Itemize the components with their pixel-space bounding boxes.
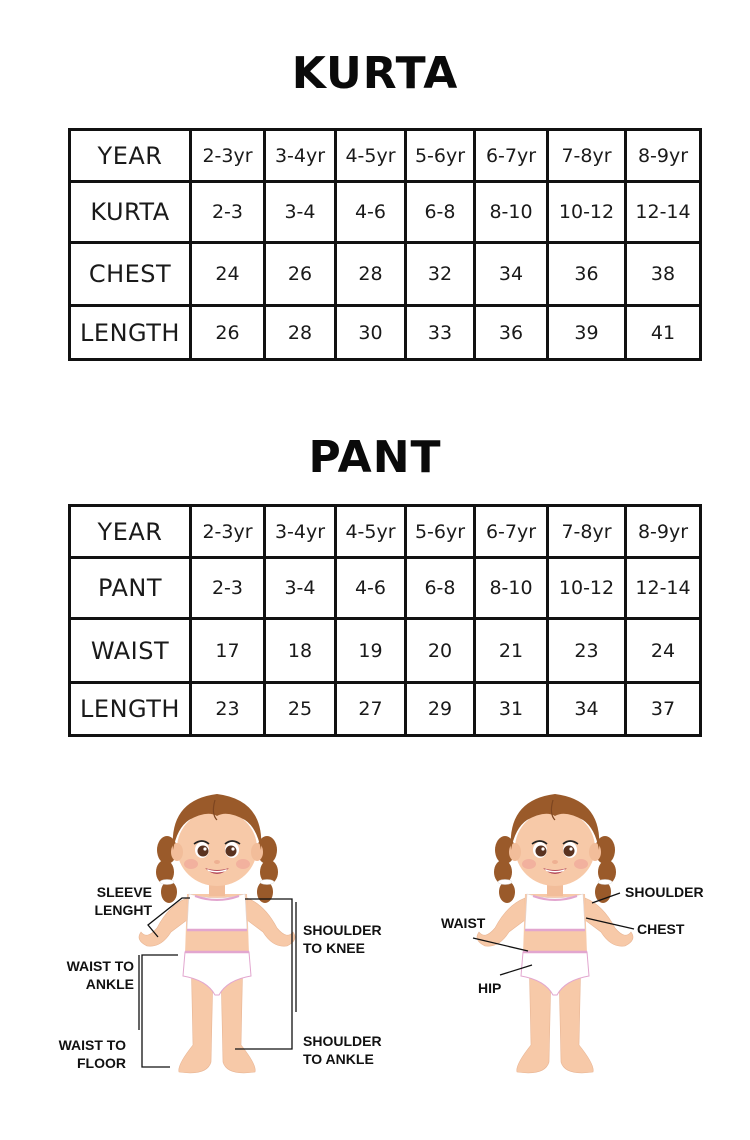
- table-cell: 3-4: [265, 558, 336, 619]
- table-cell: 10-12: [548, 182, 626, 243]
- table-cell: 36: [548, 243, 626, 306]
- row-label: KURTA: [70, 182, 191, 243]
- table-cell: 24: [191, 243, 265, 306]
- row-label: LENGTH: [70, 306, 191, 360]
- table-cell: 39: [548, 306, 626, 360]
- label-line: LENGHT: [94, 902, 152, 918]
- row-label: WAIST: [70, 619, 191, 683]
- label-line: WAIST TO: [58, 1037, 126, 1053]
- table-cell: 5-6yr: [406, 130, 475, 182]
- label-line: FLOOR: [77, 1055, 126, 1071]
- table-cell: 41: [626, 306, 701, 360]
- label-hip: HIP: [478, 980, 502, 996]
- row-label: YEAR: [70, 130, 191, 182]
- table-cell: 20: [406, 619, 475, 683]
- label-shoulder: SHOULDER: [625, 884, 704, 900]
- table-cell: 6-8: [406, 182, 475, 243]
- row-label: YEAR: [70, 506, 191, 558]
- row-label: LENGTH: [70, 683, 191, 736]
- table-cell: 33: [406, 306, 475, 360]
- table-cell: 4-6: [336, 558, 406, 619]
- table-cell: 5-6yr: [406, 506, 475, 558]
- row-label: CHEST: [70, 243, 191, 306]
- label-line: TO ANKLE: [303, 1051, 374, 1067]
- table-cell: 19: [336, 619, 406, 683]
- table-cell: 32: [406, 243, 475, 306]
- table-cell: 4-5yr: [336, 506, 406, 558]
- table-cell: 6-8: [406, 558, 475, 619]
- pant-title: PANT: [308, 432, 442, 483]
- label-shoulder-to-ankle: [303, 1032, 382, 1068]
- table-cell: 36: [475, 306, 548, 360]
- label-waist-to-ankle: [50, 957, 134, 993]
- table-cell: 18: [265, 619, 336, 683]
- table-cell: 27: [336, 683, 406, 736]
- table-cell: 30: [336, 306, 406, 360]
- label-sleeve-length: [80, 883, 152, 919]
- label-chest: CHEST: [637, 921, 685, 937]
- table-cell: 3-4yr: [265, 130, 336, 182]
- label-waist: WAIST: [441, 915, 486, 931]
- table-cell: 2-3: [191, 558, 265, 619]
- table-cell: 26: [191, 306, 265, 360]
- table-cell: 28: [336, 243, 406, 306]
- table-cell: 4-5yr: [336, 130, 406, 182]
- table-cell: 17: [191, 619, 265, 683]
- table-cell: 21: [475, 619, 548, 683]
- table-cell: 23: [191, 683, 265, 736]
- label-line: SHOULDER: [303, 1033, 382, 1049]
- table-cell: 6-7yr: [475, 130, 548, 182]
- girl-figure-right: [477, 794, 633, 1073]
- table-cell: 8-9yr: [626, 130, 701, 182]
- table-cell: 34: [548, 683, 626, 736]
- label-waist-to-floor: [40, 1036, 126, 1072]
- table-cell: 28: [265, 306, 336, 360]
- table-cell: 24: [626, 619, 701, 683]
- table-cell: 2-3: [191, 182, 265, 243]
- table-cell: 31: [475, 683, 548, 736]
- table-cell: 25: [265, 683, 336, 736]
- label-line: ANKLE: [85, 976, 134, 992]
- table-cell: 7-8yr: [548, 506, 626, 558]
- table-cell: 3-4yr: [265, 506, 336, 558]
- girl-figure-left: [139, 794, 295, 1073]
- table-cell: 2-3yr: [191, 130, 265, 182]
- table-cell: 29: [406, 683, 475, 736]
- label-line: SHOULDER: [303, 922, 382, 938]
- table-cell: 34: [475, 243, 548, 306]
- table-cell: 10-12: [548, 558, 626, 619]
- table-cell: 12-14: [626, 182, 701, 243]
- table-cell: 8-10: [475, 182, 548, 243]
- row-label: PANT: [70, 558, 191, 619]
- table-cell: 8-10: [475, 558, 548, 619]
- label-shoulder-to-knee: [303, 921, 382, 957]
- table-cell: 3-4: [265, 182, 336, 243]
- table-cell: 8-9yr: [626, 506, 701, 558]
- table-cell: 4-6: [336, 182, 406, 243]
- label-line: SLEEVE: [96, 884, 152, 900]
- table-cell: 6-7yr: [475, 506, 548, 558]
- table-cell: 7-8yr: [548, 130, 626, 182]
- label-line: TO KNEE: [303, 940, 365, 956]
- kurta-title: KURTA: [291, 48, 459, 99]
- table-cell: 23: [548, 619, 626, 683]
- table-cell: 2-3yr: [191, 506, 265, 558]
- label-line: WAIST TO: [66, 958, 134, 974]
- table-cell: 38: [626, 243, 701, 306]
- table-cell: 12-14: [626, 558, 701, 619]
- table-cell: 37: [626, 683, 701, 736]
- table-cell: 26: [265, 243, 336, 306]
